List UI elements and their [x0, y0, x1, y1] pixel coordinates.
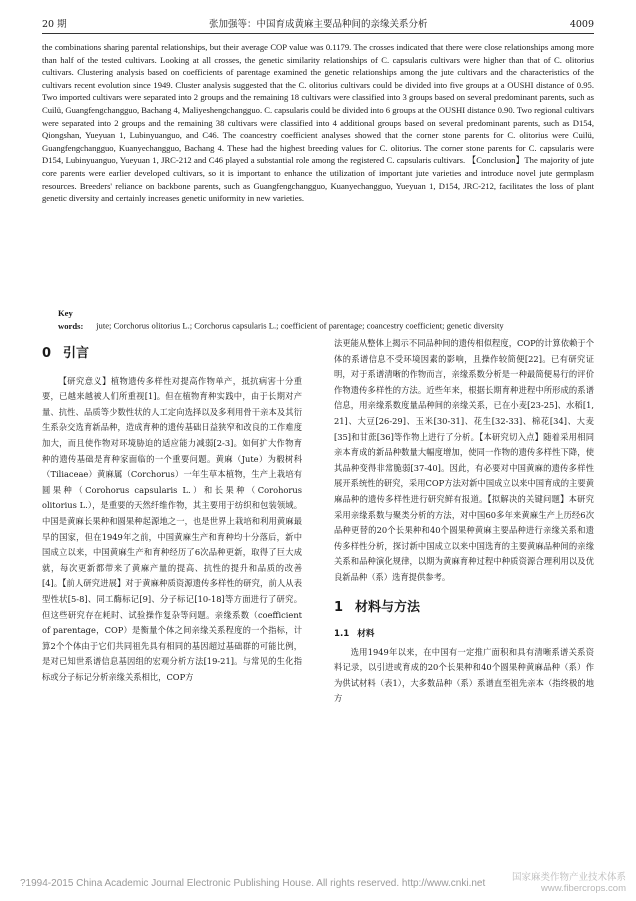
section-heading-introduction: 0 引言 [42, 346, 90, 361]
section-heading-materials-methods: 1 材料与方法 [334, 599, 421, 615]
body-paragraph: 法更能从整体上揭示不同品种间的遗传相似程度，COP的计算依赖于个体的系谱信息不受环境因素的影响，且操作较简便[22]。已有研究证明，对于系谱清晰的作物而言，亲缘系数分析是一种最简便易行的评价作物遗传多样性的方法。近些年来，根据长期育种进程中所形成的系谱信息，用亲缘系数度量品种间的亲缘关系，已在小麦[23-25]、水稻[1, 21]、大豆[26-29]、玉米[30-31]、花生[32-33]、棉花[34]、大麦[35]和甘蔗[36]等作物上进行了分析。【本研究切入点】随着采用相同亲本育成的新品种数量大幅度增加，使同一作物的遗传多样性下降，使其品种变得非常脆弱[37-40]。因此，有必要对中国黄麻的遗传多样性展开系统性的研究，采用COP方法对新中国成立以来中国育成的主要黄麻品种的遗传多样性进行研究鲜有报道。【拟解决的关键问题】本研究采用亲缘系数与聚类分析的方法，对中国60多年来黄麻生产上历经6次品种更替的20个长果种和40个圆果种黄麻主要品种进行亲缘关系和遗传多样性分析，探讨新中国成立以来中国选育的主要黄麻品种间的亲缘关系和品种演化规律，以期为黄麻育种过程中种质资源合理利用以及优良新品种（系）选育提供参考。 [334, 338, 594, 582]
body-paragraph: 【研究意义】植物遗传多样性对提高作物单产，抵抗病害十分重要，已越来越被人们所重视[1]。但在植物育种实践中，由于长期对产量、抗性、品质等少数性状的人工定向选择以及多利用骨干亲本及其衍生系杂交选育新品种，造成育种的遗传基础日益狭窄和改良的工作难度加大，而且使作物对环境胁迫的适应能力减弱[2-3]。如何扩大作物育种的遗传基础是育种家面临的一个重要问题。黄麻（Jute）为椴树科（Tiliaceae）黄麻属（Corchorus）一年生草本植物，生产上栽培有圆果种（Corohorus capsularis L.）和长果种（Corohorus olitorius L.），是重要的天然纤维作物，其主要用于纺织和包装领域。中国是黄麻长果种和圆果种起源地之一，也是世界上栽培和利用黄麻最早的国家，但在1949年之前，中国黄麻生产和育种均十分落后，新中国成立以来，中国黄麻生产和育种经历了6次品种更新，取得了巨大成就，每次更新都带来了黄麻产量的提高、抗性的提升和品质的改善[4]。【前人研究进展】对于黄麻种质资源遗传多样性的研究，前人从表型性状[5-8]、同工酶标记[9]、分子标记[10-18]等方面进行了研究。但这些研究存在耗时、试验操作复杂等问题。亲缘系数（coefficient of parentage，COP）是衡量个体之间亲缘关系程度的一个指标，计算2个个体由于它们共同祖先具有相同的基因超过基础群的可能比例，是对已知世系谱信息基因组的宏观分析方法[19-21]。与常见的生化指标或分子标记分析亲缘关系相比，COP方 [42, 375, 302, 682]
header-title: 张加强等：中国育成黄麻主要品种间的亲缘关系分析 [208, 19, 428, 30]
page-number: 4009 [569, 19, 594, 30]
running-header [42, 14, 594, 34]
watermark: 国家麻类作物产业技术体系 www.fibercrops.com [511, 872, 626, 894]
subsection-heading-materials: 1.1 材料 [334, 629, 375, 640]
abstract-paragraph: the combinations sharing parental relationships, but their average COP value was 0.1179. The crosses indicated that there were close relationships among more than half of the tested cultivars. Looking at all crosses, the genetic similarity relationships of C. capsularis cultivars were higher than that of C. olitorius cultivars. Clustering analysis based on coefficients of parentage examined the genetic relationships among the jute cultivars and the characteristics of the cultivars recent evolution since 1949. Cluster analysis suggested that the C. olitorius cultivars could be divided into five groups at a OUSHI distance of 0.95. Two imported cultivars were separated into 2 groups and the remaining 18 cultivars were classified into 3 groups based on several predominant parents, such as Cuilü, Guangfengchangguo, Bachang 4, Maliyeshengchangguo. C. capsularis could be divided into 6 groups at the OUSHI distance 0.90. Two regional cultivars were separated into 2 groups and the remaining 38 cultivars were classified into 4 additional groups based on several predominant parents, such as D154, Qiongshan, Yueyuan 1, Lubinyuanguo, and C46. The coancestry coefficient analyses showed that the corner stone parents for C. olitorius were Cuilü, Guangfengchangguo, Kuanyechangguo, Bachang 4. These had the highest breeding values for C. olitorius. The corner stone parents for C. capsularis were D154, Lubinyuanguo, Yueyuan 1, JRC-212 and C46 played a substantial role among the registered C. capsularis cultivars. 【Conclusion】The majority of jute core parents were earlier developed cultivars, so it is important to enhance the utilization of important jute varieties and introduce novel jute germplasm resources. Breeders' reliance on backbone parents, such as Guangfengchangguo, Kuanyechangguo, Yueyuan 1, D154, JRC-212, facilitates the loss of plant genetic diversity and certainly increases genetic uniformity in new varieties. [42, 42, 594, 204]
copyright-line: ?1994-2015 China Academic Journal Electronic Publishing House. All rights reserved. http://www.cnki.net [20, 877, 486, 889]
left-column [42, 336, 302, 685]
keywords-text: jute; Corchorus olitorius L.; Corchorus capsularis L.; coefficient of parentage; coancestry coefficient; genetic diversity [96, 320, 504, 331]
page-footer [20, 873, 626, 893]
keywords [42, 307, 594, 332]
right-column [334, 336, 594, 707]
issue-number: 20 期 [42, 19, 67, 30]
english-abstract [42, 41, 594, 205]
body-paragraph: 选用1949年以来，在中国有一定推广面积和具有清晰系谱关系资料记录，以引进或育成的20个长果种和40个圆果种黄麻品种（系）作为供试材料（表1），大多数品种（系）系谱直至祖先亲本（指终极的地方 [334, 646, 594, 704]
keywords-label: Key words: [58, 308, 84, 331]
